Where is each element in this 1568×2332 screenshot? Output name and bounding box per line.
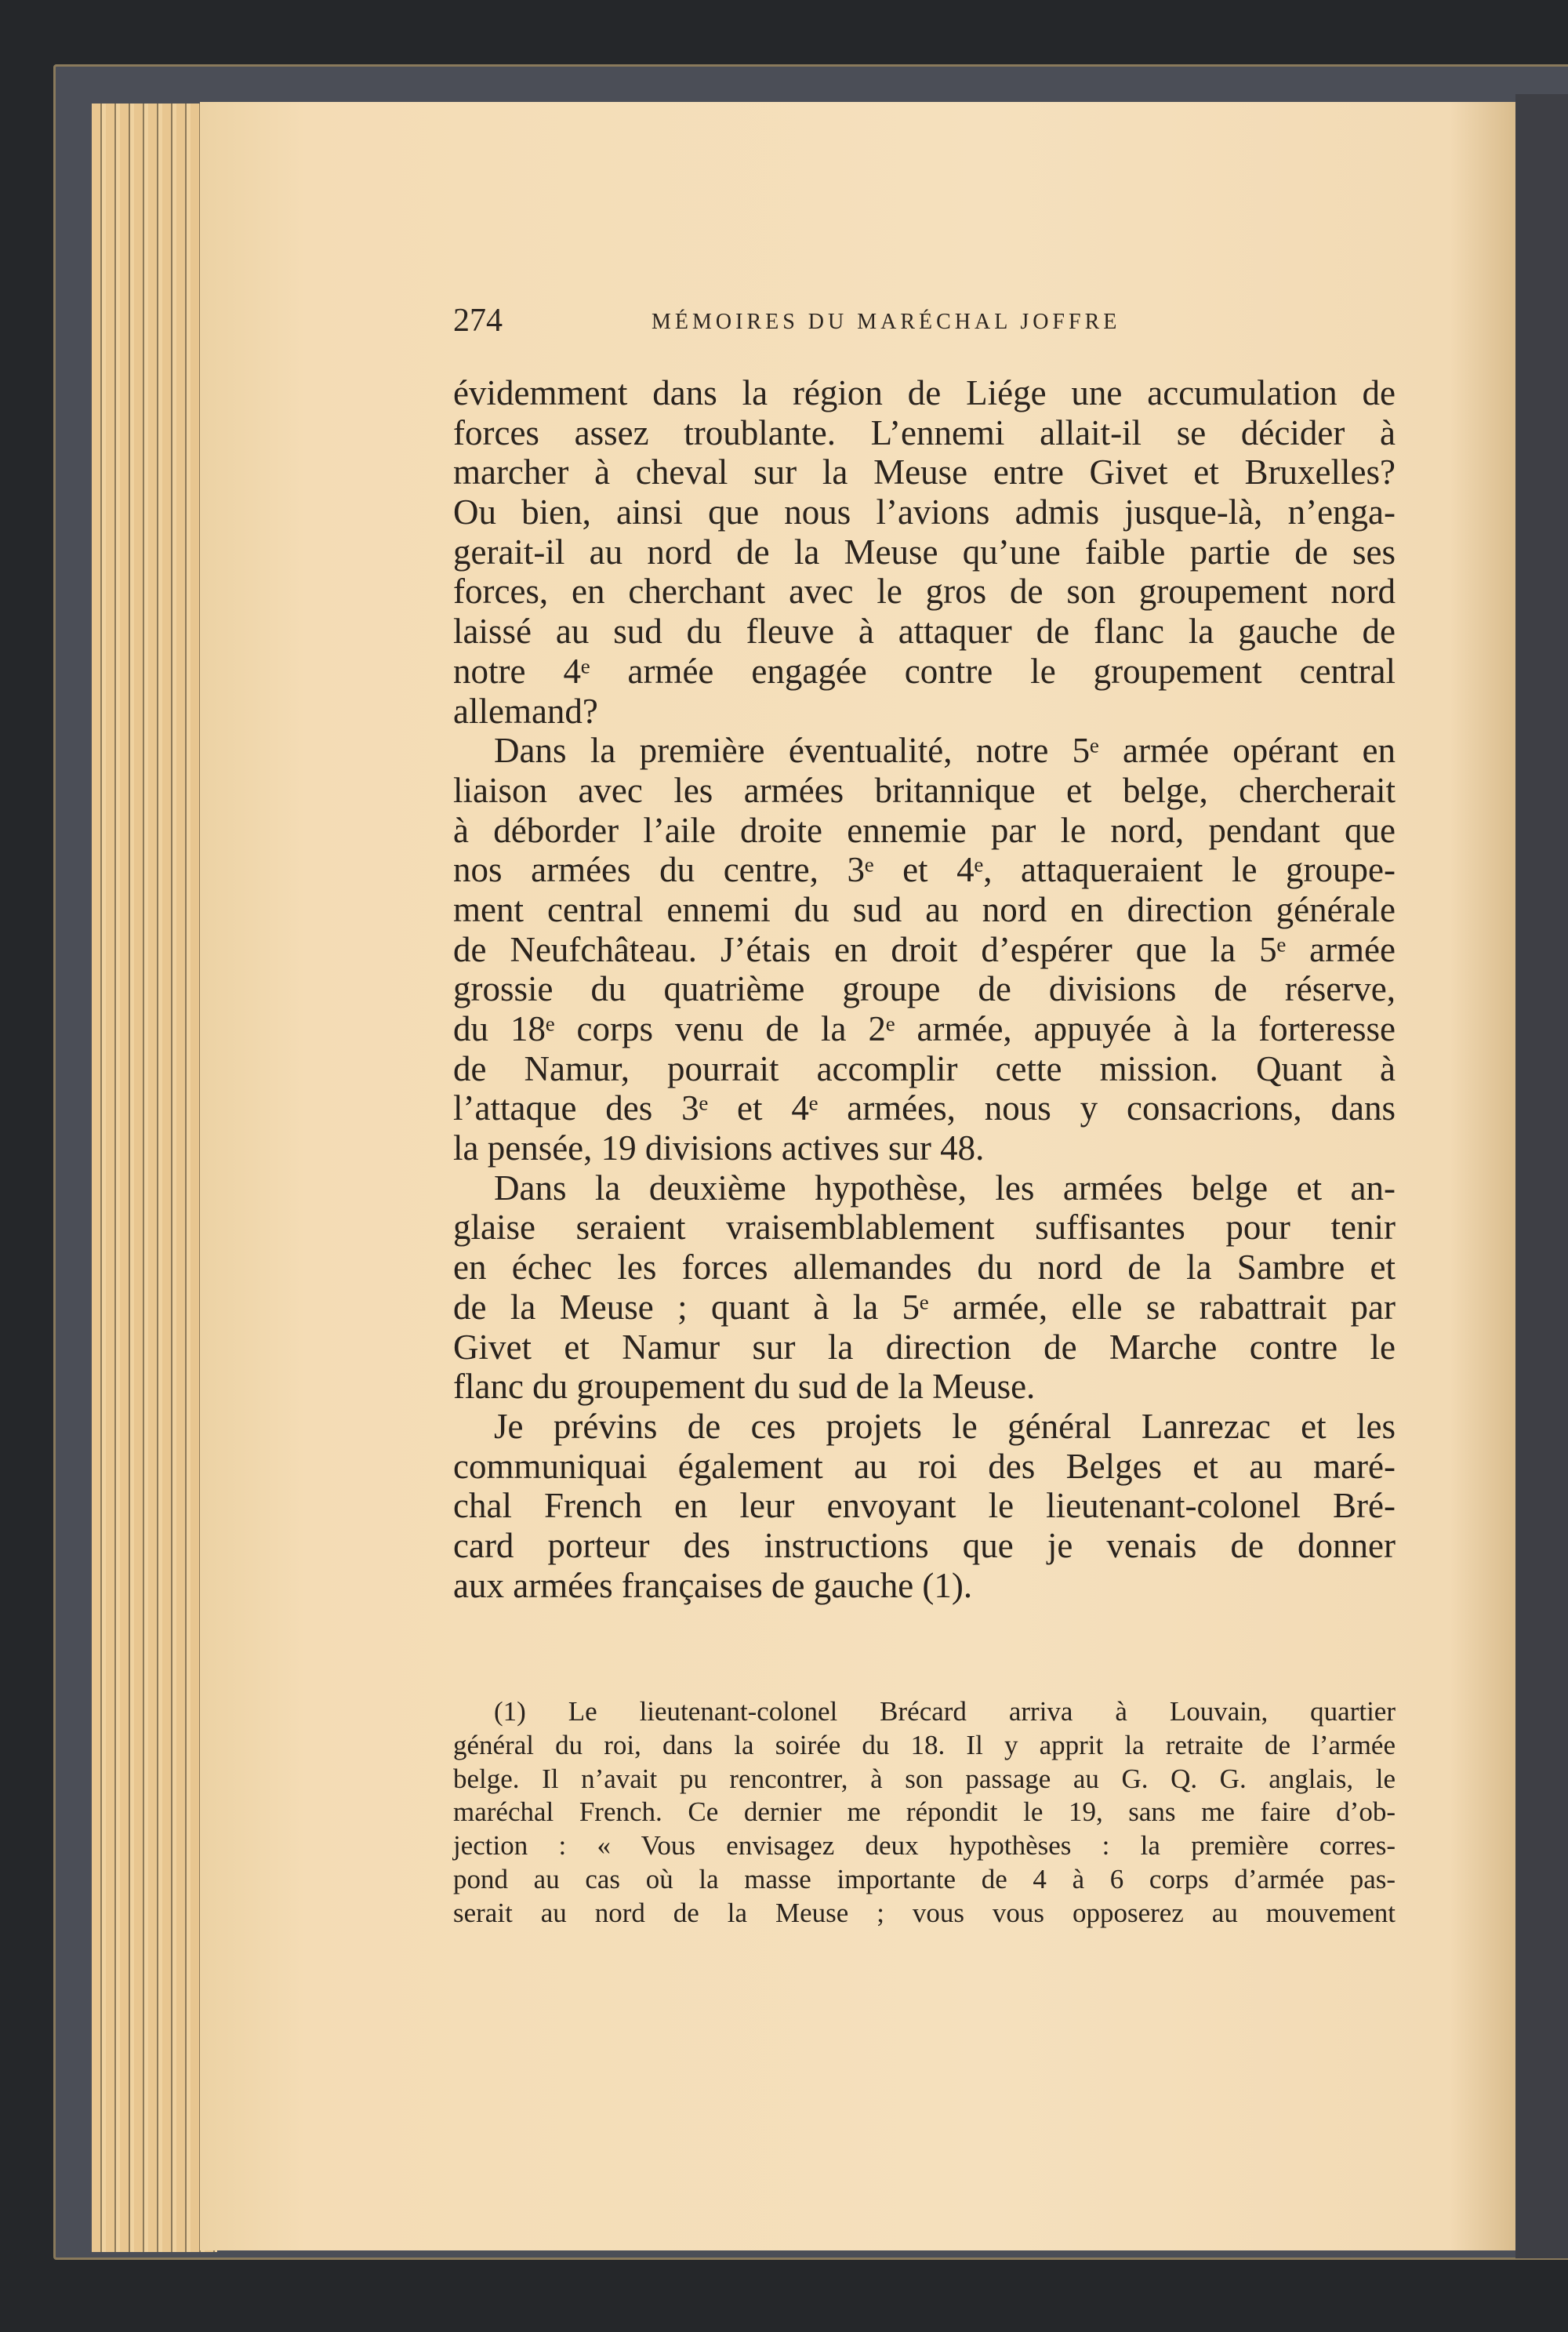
footnote [453, 1695, 1396, 1931]
text-line: gerait-il au nord de la Meuse qu’une faible partie de ses [453, 532, 1396, 572]
book-cover-edge [1515, 94, 1568, 2258]
footnote-line: général du roi, dans la soirée du 18. Il y apprit la retraite de l’armée [453, 1729, 1396, 1760]
text-line: Je prévins de ces projets le général Lanrezac et les [494, 1406, 1396, 1446]
paragraph [453, 731, 1396, 1168]
page-header [453, 302, 1394, 341]
text-line: grossie du quatrième groupe de divisions de réserve, [453, 969, 1396, 1009]
text-line: Givet et Namur sur la direction de Marche contre le [453, 1327, 1396, 1367]
text-line: à déborder l’aile droite ennemie par le nord, pendant que [453, 810, 1396, 850]
text-line: chal French en leur envoyant le lieutenant-colonel Bré- [453, 1486, 1396, 1526]
text-line: aux armées françaises de gauche (1). [453, 1565, 973, 1605]
text-line: de Neufchâteau. J’étais en droit d’espérer que la 5ᵉ armée [453, 929, 1396, 969]
text-line: Ou bien, ainsi que nous l’avions admis jusque-là, n’enga- [453, 492, 1396, 532]
text-line: en échec les forces allemandes du nord de la Sambre et [453, 1248, 1396, 1288]
footnote-line: pond au cas où la masse importante de 4 à 6 corps d’armée pas- [453, 1863, 1396, 1894]
footnote-line: maréchal French. Ce dernier me répondit le 19, sans me faire d’ob- [453, 1796, 1396, 1828]
text-line: nos armées du centre, 3ᵉ et 4ᵉ, attaqueraient le groupe- [453, 850, 1396, 890]
text-line: forces assez troublante. L’ennemi allait-il se décider à [453, 412, 1396, 452]
text-line: communiquai également au roi des Belges et au maré- [453, 1446, 1396, 1486]
footnote-line: jection : « Vous envisagez deux hypothèses : la première corres- [453, 1830, 1396, 1862]
text-line: du 18ᵉ corps venu de la 2ᵉ armée, appuyée à la forteresse [453, 1009, 1396, 1048]
text-line: ment central ennemi du sud au nord en direction générale [453, 889, 1396, 929]
page-number: 274 [453, 303, 503, 339]
footnote-line: belge. Il n’avait pu rencontrer, à son passage au G. Q. G. anglais, le [453, 1763, 1396, 1794]
text-line: forces, en cherchant avec le gros de son groupement nord [453, 572, 1396, 612]
footnote-line: serait au nord de la Meuse ; vous vous opposerez au mouvement [453, 1897, 1396, 1928]
text-line: Dans la première éventualité, notre 5ᵉ armée opérant en [494, 731, 1396, 771]
text-line: l’attaque des 3ᵉ et 4ᵉ armées, nous y consacrions, dans [453, 1088, 1396, 1128]
text-line: laissé au sud du fleuve à attaquer de flanc la gauche de [453, 612, 1396, 652]
text-line: allemand? [453, 691, 598, 731]
running-head: MÉMOIRES DU MARÉCHAL JOFFRE [652, 310, 1121, 334]
text-line: glaise seraient vraisemblablement suffisantes pour tenir [453, 1208, 1396, 1248]
text-line: de Namur, pourrait accomplir cette mission. Quant à [453, 1048, 1396, 1088]
text-line: flanc du groupement du sud de la Meuse. [453, 1367, 1036, 1407]
text-line: évidemment dans la région de Liége une accumulation de [453, 373, 1396, 412]
page-stack [92, 104, 217, 2252]
text-line: card porteur des instructions que je venais de donner [453, 1525, 1396, 1565]
text-line: la pensée, 19 divisions actives sur 48. [453, 1128, 985, 1168]
paragraph [453, 373, 1396, 731]
paragraph [453, 1168, 1396, 1407]
paragraph [453, 1407, 1396, 1605]
text-line: marcher à cheval sur la Meuse entre Givet et Bruxelles? [453, 452, 1396, 492]
footnote-line: (1) Le lieutenant-colonel Brécard arriva à Louvain, quartier [494, 1696, 1396, 1727]
text-line: de la Meuse ; quant à la 5ᵉ armée, elle se rabattrait par [453, 1287, 1396, 1327]
body-text [453, 373, 1396, 1605]
text-line: Dans la deuxième hypothèse, les armées belge et an- [494, 1168, 1396, 1208]
text-line: notre 4ᵉ armée engagée contre le groupement central [453, 651, 1396, 691]
text-line: liaison avec les armées britannique et belge, chercherait [453, 770, 1396, 810]
